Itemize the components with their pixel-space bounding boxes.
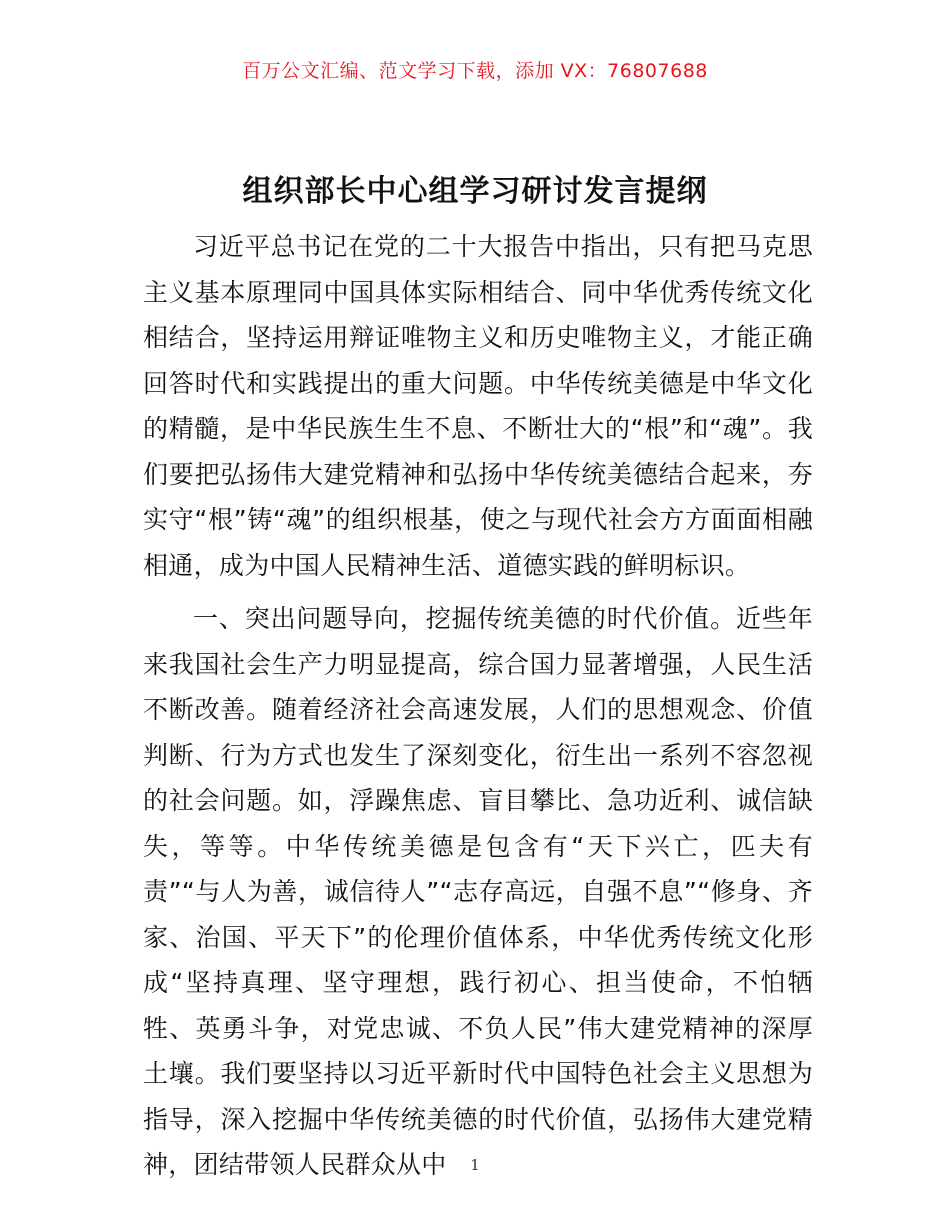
document-body	[143, 224, 813, 1188]
document-title: 组织部长中心组学习研讨发言提纲	[242, 174, 708, 209]
intro-paragraph: 习近平总书记在党的二十大报告中指出，只有把马克思主义基本原理同中国具体实际相结合、同中华优秀传统文化相结合，坚持运用辩证唯物主义和历史唯物主义，才能正确回答时代和实践提出的重大问题。中华传统美德是中华文化的精髓，是中华民族生生不息、不断壮大的“根”和“魂”。我们要把弘扬伟大建党精神和弘扬中华传统美德结合起来，夯实守“根”铸“魂”的组织根基，使之与现代社会方方面面相融相通，成为中国人民精神生活、道德实践的鲜明标识。	[143, 232, 813, 580]
section-one-paragraph: 一、突出问题导向，挖掘传统美德的时代价值。近些年来我国社会生产力明显提高，综合国力显著增强，人民生活不断改善。随着经济社会高速发展，人们的思想观念、价值判断、行为方式也发生了深刻变化，衍生出一系列不容忽视的社会问题。如，浮躁焦虑、盲目攀比、急功近利、诚信缺失，等等。中华传统美德是包含有“天下兴亡，匹夫有责”“与人为善，诚信待人”“志存高远，自强不息”“修身、齐家、治国、平天下”的伦理价值体系，中华优秀传统文化形成“坚持真理、坚守理想，践行初心、担当使命，不怕牺牲、英勇斗争，对党忠诚、不负人民”伟大建党精神的深厚土壤。我们要坚持以习近平新时代中国特色社会主义思想为指导，深入挖掘中华传统美德的时代价值，弘扬伟大建党精神，团结带领人民群众从中	[143, 604, 813, 1179]
page-number: 1	[470, 1156, 480, 1174]
download-banner: 百万公文汇编、范文学习下载，添加 VX：76807688	[242, 60, 708, 82]
